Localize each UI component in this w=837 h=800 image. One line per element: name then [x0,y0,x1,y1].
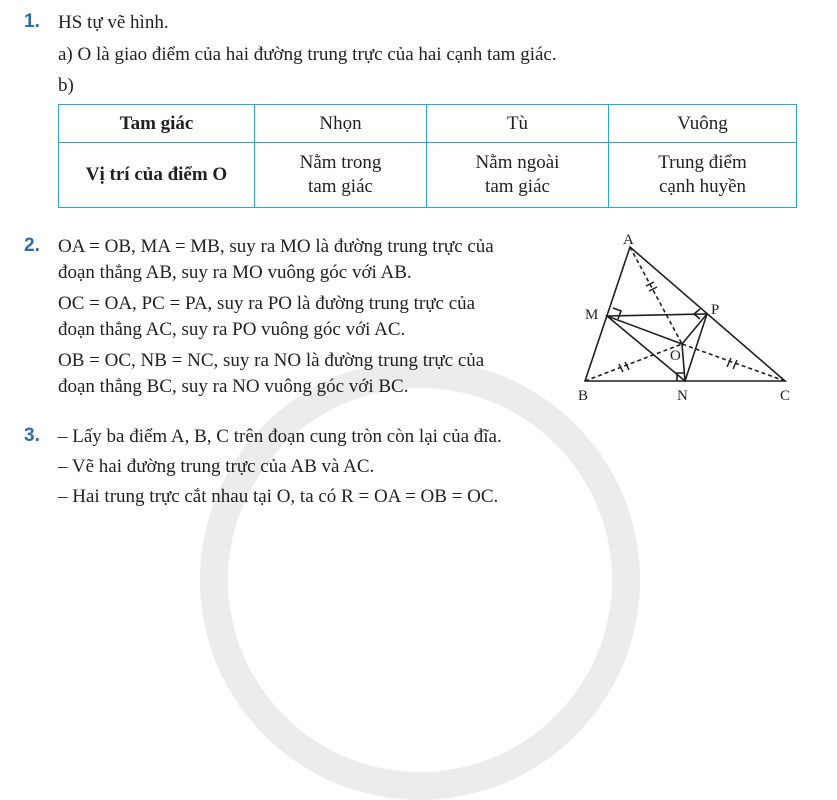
segment-ob [585,344,682,381]
exercise-2-line: đoạn thẳng AC, suy ra PO vuông góc với AC. [58,319,406,340]
exercise-3-line: – Vẽ hai đường trung trực của AB và AC. [58,456,375,477]
exercise-2-line: đoạn thẳng BC, suy ra NO vuông góc với BC. [58,376,409,397]
table-cell-line: tam giác [485,176,550,197]
label-a: A [623,232,634,248]
segment-po [682,314,707,344]
exercise-1-number: 1. [24,11,40,32]
segment-no [682,344,685,381]
tick-mark [733,360,737,369]
label-p: P [711,302,720,318]
segment-oc [682,344,785,381]
exercise-3-line: – Lấy ba điểm A, B, C trên đoạn cung tròn còn lại của đĩa. [58,426,502,447]
exercise-2-line: OB = OC, NB = NC, suy ra NO là đường trung trực của [58,350,485,371]
segment-mo [607,316,682,344]
label-m: M [585,307,599,323]
label-o: O [670,348,681,364]
table-row [59,143,797,208]
exercise-1-line: HS tự vẽ hình. [58,12,169,33]
table-cell-line: Nằm ngoài [475,152,560,173]
exercise-2-line: đoạn thẳng AB, suy ra MO vuông góc với AB. [58,262,412,283]
solution-table [58,104,797,208]
table-row-label: Vị trí của điểm O [59,143,255,208]
table-header-cell: Tù [427,105,609,143]
label-c: C [780,388,791,404]
right-angle-mark-m [613,308,621,319]
table-cell [609,143,797,208]
table-header-cell: Tam giác [59,105,255,143]
exercise-3-number: 3. [24,425,40,446]
table-cell-line: cạnh huyền [658,176,747,197]
table-header-cell: Nhọn [255,105,427,143]
table-header-cell: Vuông [609,105,797,143]
exercise-2-line: OC = OA, PC = PA, suy ra PO là đường trung trực của [58,293,476,314]
exercise-2-number: 2. [24,235,40,256]
exercise-2-line: OA = OB, MA = MB, suy ra MO là đường trung trực của [58,236,494,257]
tick-mark [727,358,731,367]
triangle-figure [570,228,800,408]
table-cell-line: tam giác [308,176,373,197]
table-header-row [59,105,797,143]
table-cell [427,143,609,208]
label-n: N [677,388,688,404]
exercise-1-part-a: a) O là giao điểm của hai đường trung trực của hai cạnh tam giác. [58,44,557,65]
label-b: B [578,388,589,404]
table-cell [255,143,427,208]
exercise-3-line: – Hai trung trực cắt nhau tại O, ta có R = OA = OB = OC. [58,486,499,507]
table-cell-line: Nằm trong [299,152,382,173]
table-cell-line: Trung điểm [658,152,747,173]
exercise-1-part-b: b) [58,75,74,96]
segment-oa [630,247,682,344]
